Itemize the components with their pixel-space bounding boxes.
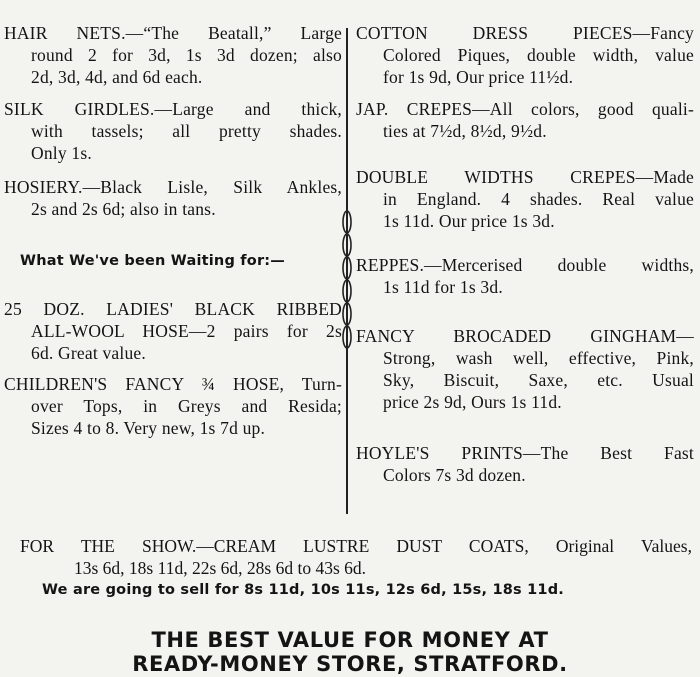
waiting-heading-text: What We've been Waiting for:—	[20, 253, 285, 269]
silk-girdles-line-2: with tassels; all pretty shades.	[31, 121, 342, 141]
double-widths-line-2: in England. 4 shades. Real value	[383, 189, 694, 209]
childrens-hose-line-2: over Tops, in Greys and Resida;	[31, 396, 342, 416]
hosiery-line-1: HOSIERY.—Black Lisle, Silk Ankles,	[4, 177, 342, 197]
double-widths-crepes-entry	[356, 166, 694, 232]
childrens-hose-line-3: Sizes 4 to 8. Very new, 1s 7d up.	[31, 418, 266, 438]
black-ribbed-hose-line-1: 25 DOZ. LADIES' BLACK RIBBED	[4, 299, 342, 319]
silk-girdles-line-1: SILK GIRDLES.—Large and thick,	[4, 99, 342, 119]
hoyles-prints-line-2: Colors 7s 3d dozen.	[383, 465, 526, 485]
black-ribbed-hose-line-2: ALL-WOOL HOSE—2 pairs for 2s	[31, 321, 342, 341]
hair-nets-line-1: HAIR NETS.—“The Beatall,” Large	[4, 23, 342, 43]
show-line-2: 13s 6d, 18s 11d, 22s 6d, 28s 6d to 43s 6d.	[74, 558, 367, 578]
hair-nets-entry	[4, 22, 342, 88]
jap-crepes-line-1: JAP. CREPES—All colors, good quali-	[356, 99, 694, 119]
hoyles-prints-entry	[356, 442, 694, 486]
cotton-dress-line-1: COTTON DRESS PIECES—Fancy	[356, 23, 694, 43]
reppes-line-2: 1s 11d for 1s 3d.	[383, 277, 503, 297]
gingham-line-2: Strong, wash well, effective, Pink,	[383, 348, 694, 368]
black-ribbed-hose-entry	[4, 298, 342, 364]
show-line-1: FOR THE SHOW.—CREAM LUSTRE DUST COATS, Original Values,	[20, 536, 692, 556]
cotton-dress-pieces-entry	[356, 22, 694, 88]
childrens-hose-entry	[4, 373, 342, 439]
footer-store-name: READY-MONEY STORE, STRATFORD.	[132, 652, 568, 676]
chain-ornament	[341, 210, 353, 350]
brocaded-gingham-entry	[356, 325, 694, 413]
hair-nets-line-3: 2d, 3d, 4d, and 6d each.	[31, 67, 203, 87]
gingham-line-4: price 2s 9d, Ours 1s 11d.	[383, 392, 562, 412]
show-line-3: We are going to sell for 8s 11d, 10s 11s, 12s 6d, 15s, 18s 11d.	[42, 582, 564, 598]
reppes-line-1: REPPES.—Mercerised double widths,	[356, 255, 694, 275]
reppes-entry	[356, 254, 694, 298]
cotton-dress-line-2: Colored Piques, double width, value	[383, 45, 694, 65]
hoyles-prints-line-1: HOYLE'S PRINTS—The Best Fast	[356, 443, 694, 463]
hosiery-line-2: 2s and 2s 6d; also in tans.	[31, 199, 216, 219]
gingham-line-1: FANCY BROCADED GINGHAM—	[356, 326, 694, 346]
childrens-hose-line-1: CHILDREN'S FANCY ¾ HOSE, Turn-	[4, 374, 342, 394]
silk-girdles-line-3: Only 1s.	[31, 143, 92, 163]
gingham-line-3: Sky, Biscuit, Saxe, etc. Usual	[383, 370, 694, 390]
hair-nets-line-2: round 2 for 3d, 1s 3d dozen; also	[31, 45, 342, 65]
show-section	[20, 535, 692, 601]
double-widths-line-3: 1s 11d. Our price 1s 3d.	[383, 211, 555, 231]
waiting-heading	[20, 248, 342, 272]
hosiery-entry	[4, 176, 342, 220]
footer-line-1: THE BEST VALUE FOR MONEY AT	[151, 628, 549, 652]
silk-girdles-entry	[4, 98, 342, 164]
cotton-dress-line-3: for 1s 9d, Our price 11½d.	[383, 67, 574, 87]
jap-crepes-line-2: ties at 7½d, 8½d, 9½d.	[383, 121, 547, 141]
jap-crepes-entry	[356, 98, 694, 142]
double-widths-line-1: DOUBLE WIDTHS CREPES—Made	[356, 167, 694, 187]
black-ribbed-hose-line-3: 6d. Great value.	[31, 343, 146, 363]
